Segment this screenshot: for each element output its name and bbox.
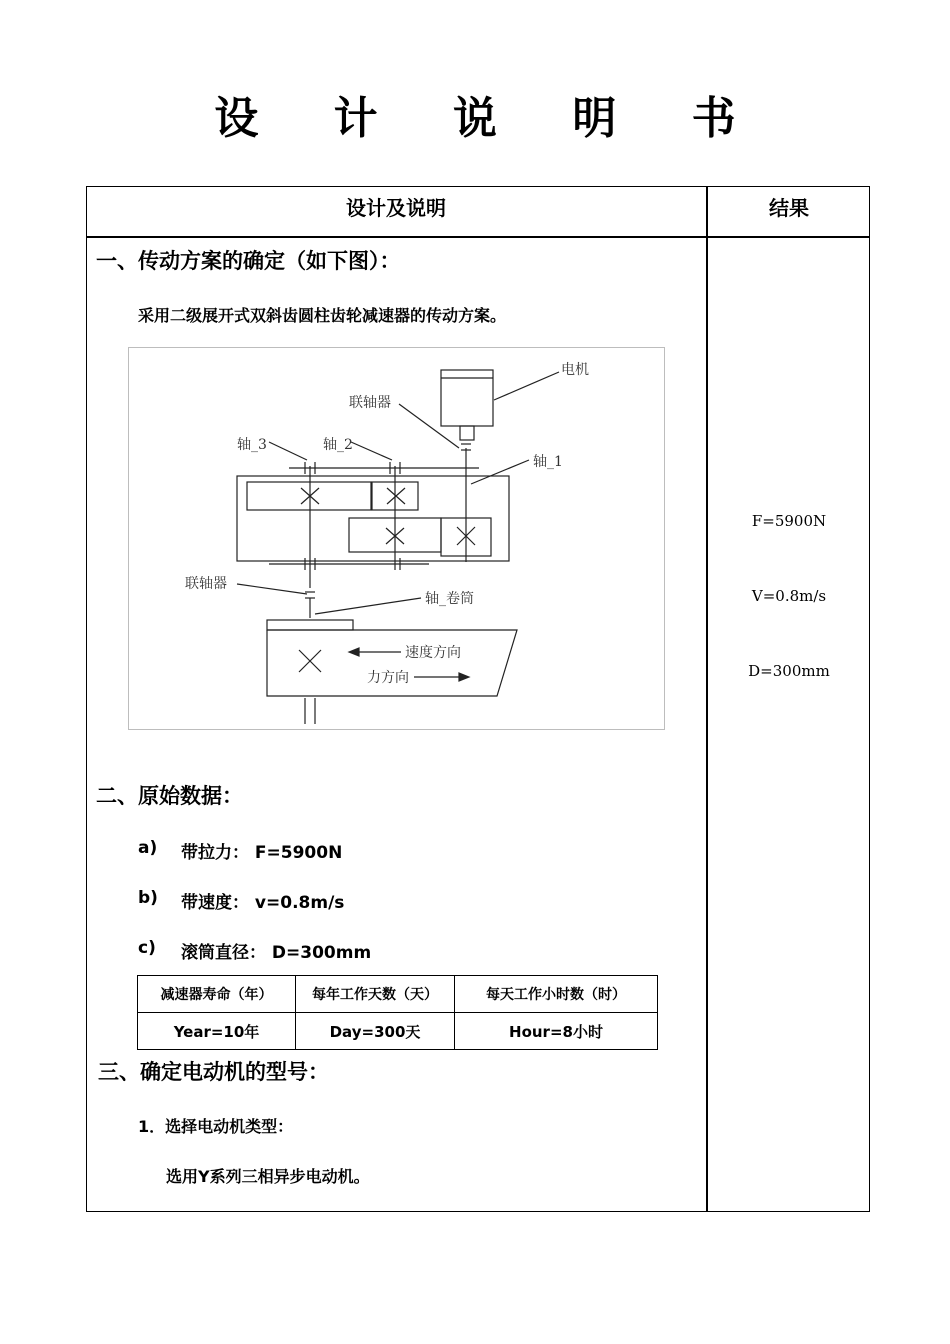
section-2-heading: 二、原始数据： [96,784,243,808]
transmission-diagram [128,347,665,730]
item-b-key: b) [138,888,158,908]
table-header-row [138,976,658,1013]
item-b-value: v=0.8m/s [254,893,345,913]
label-drum-shaft: 轴_卷筒 [425,591,474,607]
label-shaft-2: 轴_2 [323,437,353,453]
section-3-subheading: 1．选择电动机类型： [138,1117,294,1136]
section-1-text: 采用二级展开式双斜齿圆柱齿轮减速器的传动方案。 [138,306,507,325]
table-cell: Year=10年 [138,1013,296,1050]
gear-large-stage2 [247,482,371,510]
item-c-value: D=300mm [271,943,372,963]
result-velocity: V=0.8m/s [751,587,827,605]
header-result: 结果 [769,196,809,220]
document-title: 设 计 说 明 书 [214,93,766,144]
item-c-line [181,938,371,963]
transmission-diagram-svg [129,348,664,729]
table-cell: Hour=8小时 [455,1013,658,1050]
table-header-cell: 减速器寿命（年） [138,976,296,1013]
section-3-text: 选用Y系列三相异步电动机。 [166,1167,370,1186]
service-life-table [137,975,658,1050]
column-divider [706,186,708,1212]
label-coupling-bottom: 联轴器 [185,576,227,592]
item-b-line [181,888,344,913]
item-a-line [181,838,342,863]
label-shaft-3: 轴_3 [237,437,267,453]
table-header-cell: 每天工作小时数（时） [455,976,658,1013]
item-c-key: c) [138,938,156,958]
item-c-label: 滚筒直径： [181,943,266,963]
result-force: F=5900N [751,512,827,530]
label-coupling-top: 联轴器 [349,395,391,411]
table-header-cell: 每年工作天数（天） [296,976,455,1013]
label-force-direction: 力方向 [367,670,409,686]
section-3-heading: 三、确定电动机的型号： [98,1060,329,1084]
item-a-key: a) [138,838,158,858]
item-a-value: F=5900N [254,843,343,863]
header-design-description: 设计及说明 [346,196,446,220]
section-1-heading: 一、传动方案的确定（如下图）： [96,249,401,273]
table-row [138,1013,658,1050]
table-cell: Day=300天 [296,1013,455,1050]
label-speed-direction: 速度方向 [405,645,461,661]
header-divider [86,236,870,238]
drum-cross [299,650,321,672]
drum-belt [267,630,517,696]
item-a-label: 带拉力： [181,843,249,863]
label-motor: 电机 [561,362,589,378]
result-diameter: D=300mm [748,662,830,680]
label-shaft-1: 轴_1 [533,454,563,470]
item-b-label: 带速度： [181,893,249,913]
